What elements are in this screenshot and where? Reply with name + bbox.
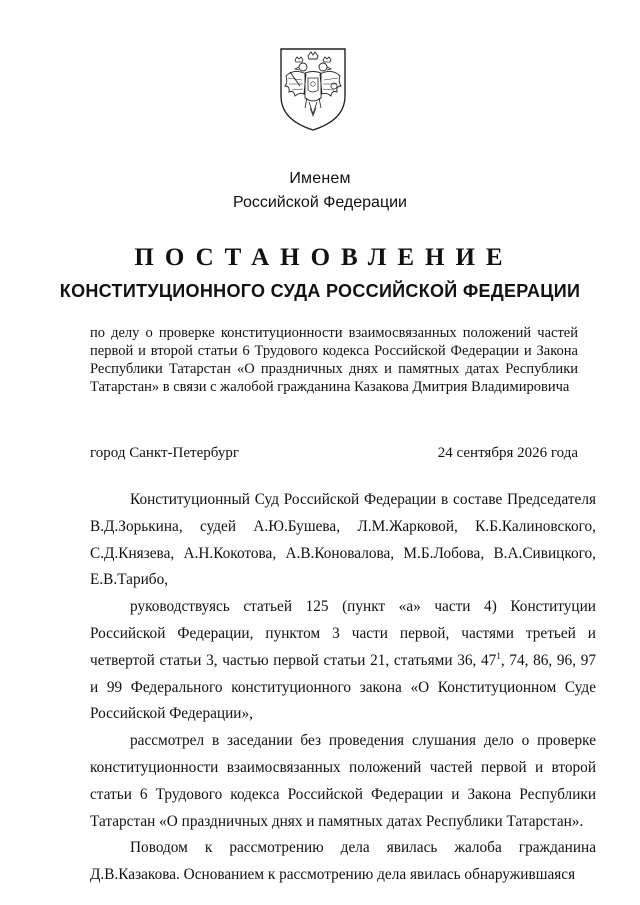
russian-federation-label: Российской Федерации — [233, 194, 407, 211]
article-superscript: 1 — [496, 650, 501, 661]
paragraph-composition: Конституционный Суд Российской Федерации в составе Председателя В.Д.Зорькина, судей А.Ю.Бушева, Л.М.Жарковой, К.Б.Калиновского, С.Д.Князева, А.Н.Кокотова, А.В.Коновалова, М.Б.Лобова, В.А.Сивицкого, Е.В.Тарибо, — [90, 491, 596, 589]
court-name: КОНСТИТУЦИОННОГО СУДА РОССИЙСКОЙ ФЕДЕРАЦИИ — [59, 281, 581, 301]
city-label: город Санкт-Петербург — [90, 445, 239, 461]
document-body — [90, 487, 596, 889]
coat-of-arms-icon — [278, 46, 348, 132]
document-title: ПОСТАНОВЛЕНИЕ — [134, 244, 514, 271]
paragraph-considered: рассмотрел в заседании без проведения слушания дело о проверке конституционности взаимосвязанных положений частей первой и второй статьи 6 Трудового кодекса Российской Федерации и Закона Республики Татарстан «О праздничных днях и памятных датах Республики Татарстан». — [90, 732, 596, 830]
place-date-row — [90, 445, 578, 465]
case-description: по делу о проверке конституционности взаимосвязанных положений частей первой и второй статьи 6 Трудового кодекса Российской Федерации и Закона Республики Татарстан «О праздничных днях и памятных датах Республики Татарстан» в связи с жалобой гражданина Казакова Дмитрия Владимировича — [90, 325, 578, 395]
legal-basis-text-a: руководствуясь статьей 125 (пункт «а» части 4) Конституции Российской Федерации, пунктом 3 части первой, частями третьей и четвертой статьи 3, частью первой статьи 21, статьями 36, 47 — [90, 598, 596, 669]
date-label: 24 сентября 2026 года — [437, 445, 578, 461]
paragraph-reason: Поводом к рассмотрению дела явилась жалоба гражданина Д.В.Казакова. Основанием к рассмотрению дела явилась обнаружившаяся — [90, 839, 596, 884]
in-the-name-of-label: Именем — [289, 170, 351, 187]
paragraph-legal-basis — [90, 594, 596, 728]
legal-basis-text-b: , 74, 86, 96, 97 и 99 Федерального конституционного закона «О Конституционном Суде Российской Федерации», — [90, 651, 596, 723]
